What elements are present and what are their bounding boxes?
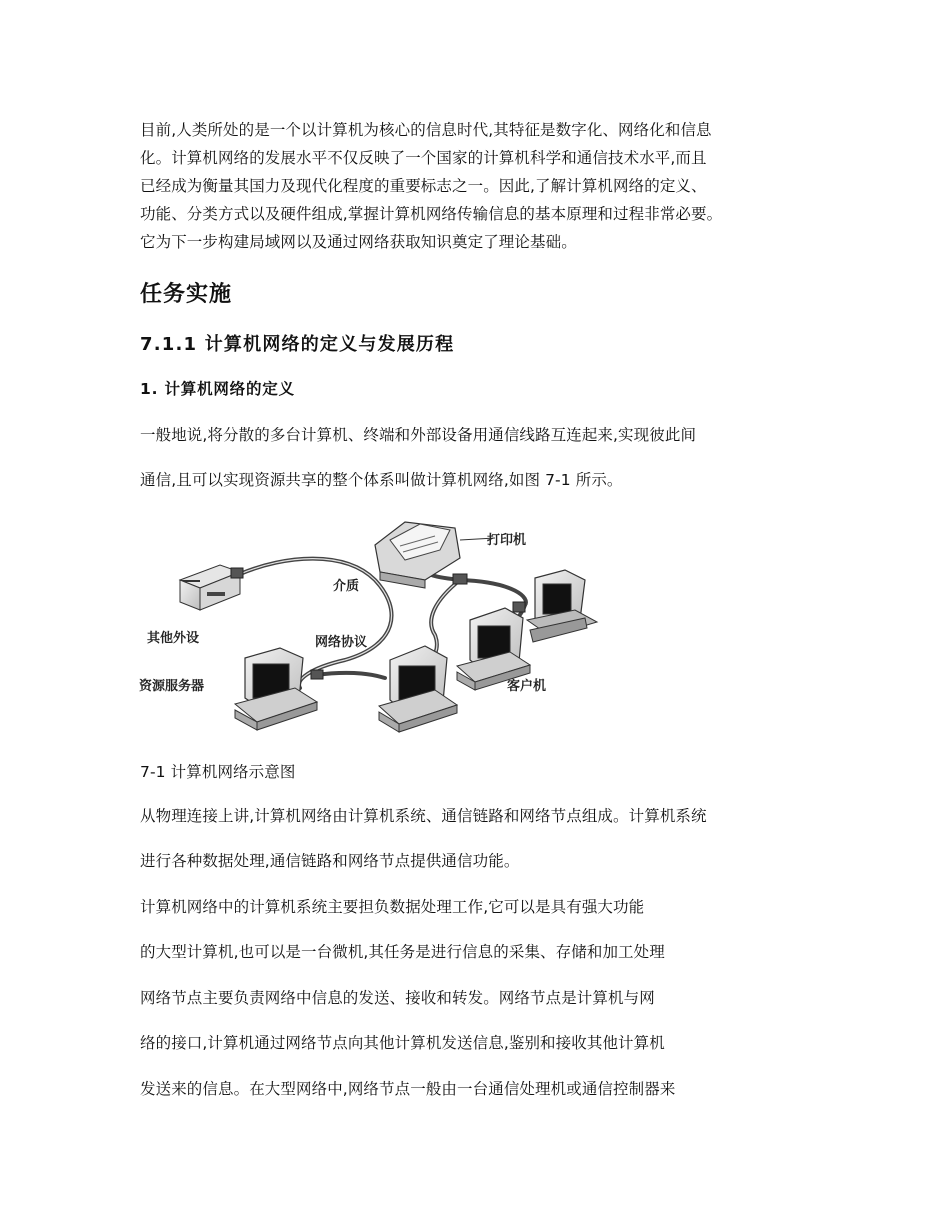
label-client: 客户机 [507, 679, 547, 694]
definition-line: 一般地说,将分散的多台计算机、终端和外部设备用通信线路互连起来,实现彼此间 [140, 426, 697, 444]
label-other-peripherals: 其他外设 [147, 631, 200, 646]
intro-line: 已经成为衡量其国力及现代化程度的重要标志之一。因此,了解计算机网络的定义、 [140, 177, 707, 195]
body-line: 的大型计算机,也可以是一台微机,其任务是进行信息的采集、存储和加工处理 [140, 943, 665, 961]
body-line: 进行各种数据处理,通信链路和网络节点提供通信功能。 [140, 852, 520, 870]
body-line: 络的接口,计算机通过网络节点向其他计算机发送信息,鉴别和接收其他计算机 [140, 1034, 665, 1052]
figure-caption: 7-1 计算机网络示意图 [140, 763, 296, 781]
section-title: 任务实施 [140, 282, 233, 307]
client-computer-icon-center-right [457, 608, 530, 690]
label-protocol: 网络协议 [315, 635, 368, 650]
server-computer-icon [235, 648, 323, 730]
label-medium: 介质 [333, 579, 360, 594]
subsection-title: 7.1.1 计算机网络的定义与发展历程 [140, 334, 455, 355]
network-diagram-figure [135, 510, 615, 742]
client-computer-icon-center [379, 646, 457, 732]
intro-line: 目前,人类所处的是一个以计算机为核心的信息时代,其特征是数字化、网络化和信息 [140, 121, 712, 139]
subsubsection-title: 1. 计算机网络的定义 [140, 380, 295, 398]
definition-line: 通信,且可以实现资源共享的整个体系叫做计算机网络,如图 7-1 所示。 [140, 471, 623, 489]
intro-line: 功能、分类方式以及硬件组成,掌握计算机网络传输信息的基本原理和过程非常必要。 [140, 205, 723, 223]
body-line: 计算机网络中的计算机系统主要担负数据处理工作,它可以是具有强大功能 [140, 898, 645, 916]
body-line: 从物理连接上讲,计算机网络由计算机系统、通信链路和网络节点组成。计算机系统 [140, 807, 707, 825]
peripheral-device-icon [180, 565, 243, 610]
intro-line: 化。计算机网络的发展水平不仅反映了一个国家的计算机科学和通信技术水平,而且 [140, 149, 707, 167]
body-line: 网络节点主要负责网络中信息的发送、接收和转发。网络节点是计算机与网 [140, 989, 655, 1007]
label-server: 资源服务器 [139, 679, 205, 694]
body-line: 发送来的信息。在大型网络中,网络节点一般由一台通信处理机或通信控制器来 [140, 1080, 676, 1098]
intro-line: 它为下一步构建局域网以及通过网络获取知识奠定了理论基础。 [140, 233, 577, 251]
label-printer: 打印机 [487, 533, 527, 548]
